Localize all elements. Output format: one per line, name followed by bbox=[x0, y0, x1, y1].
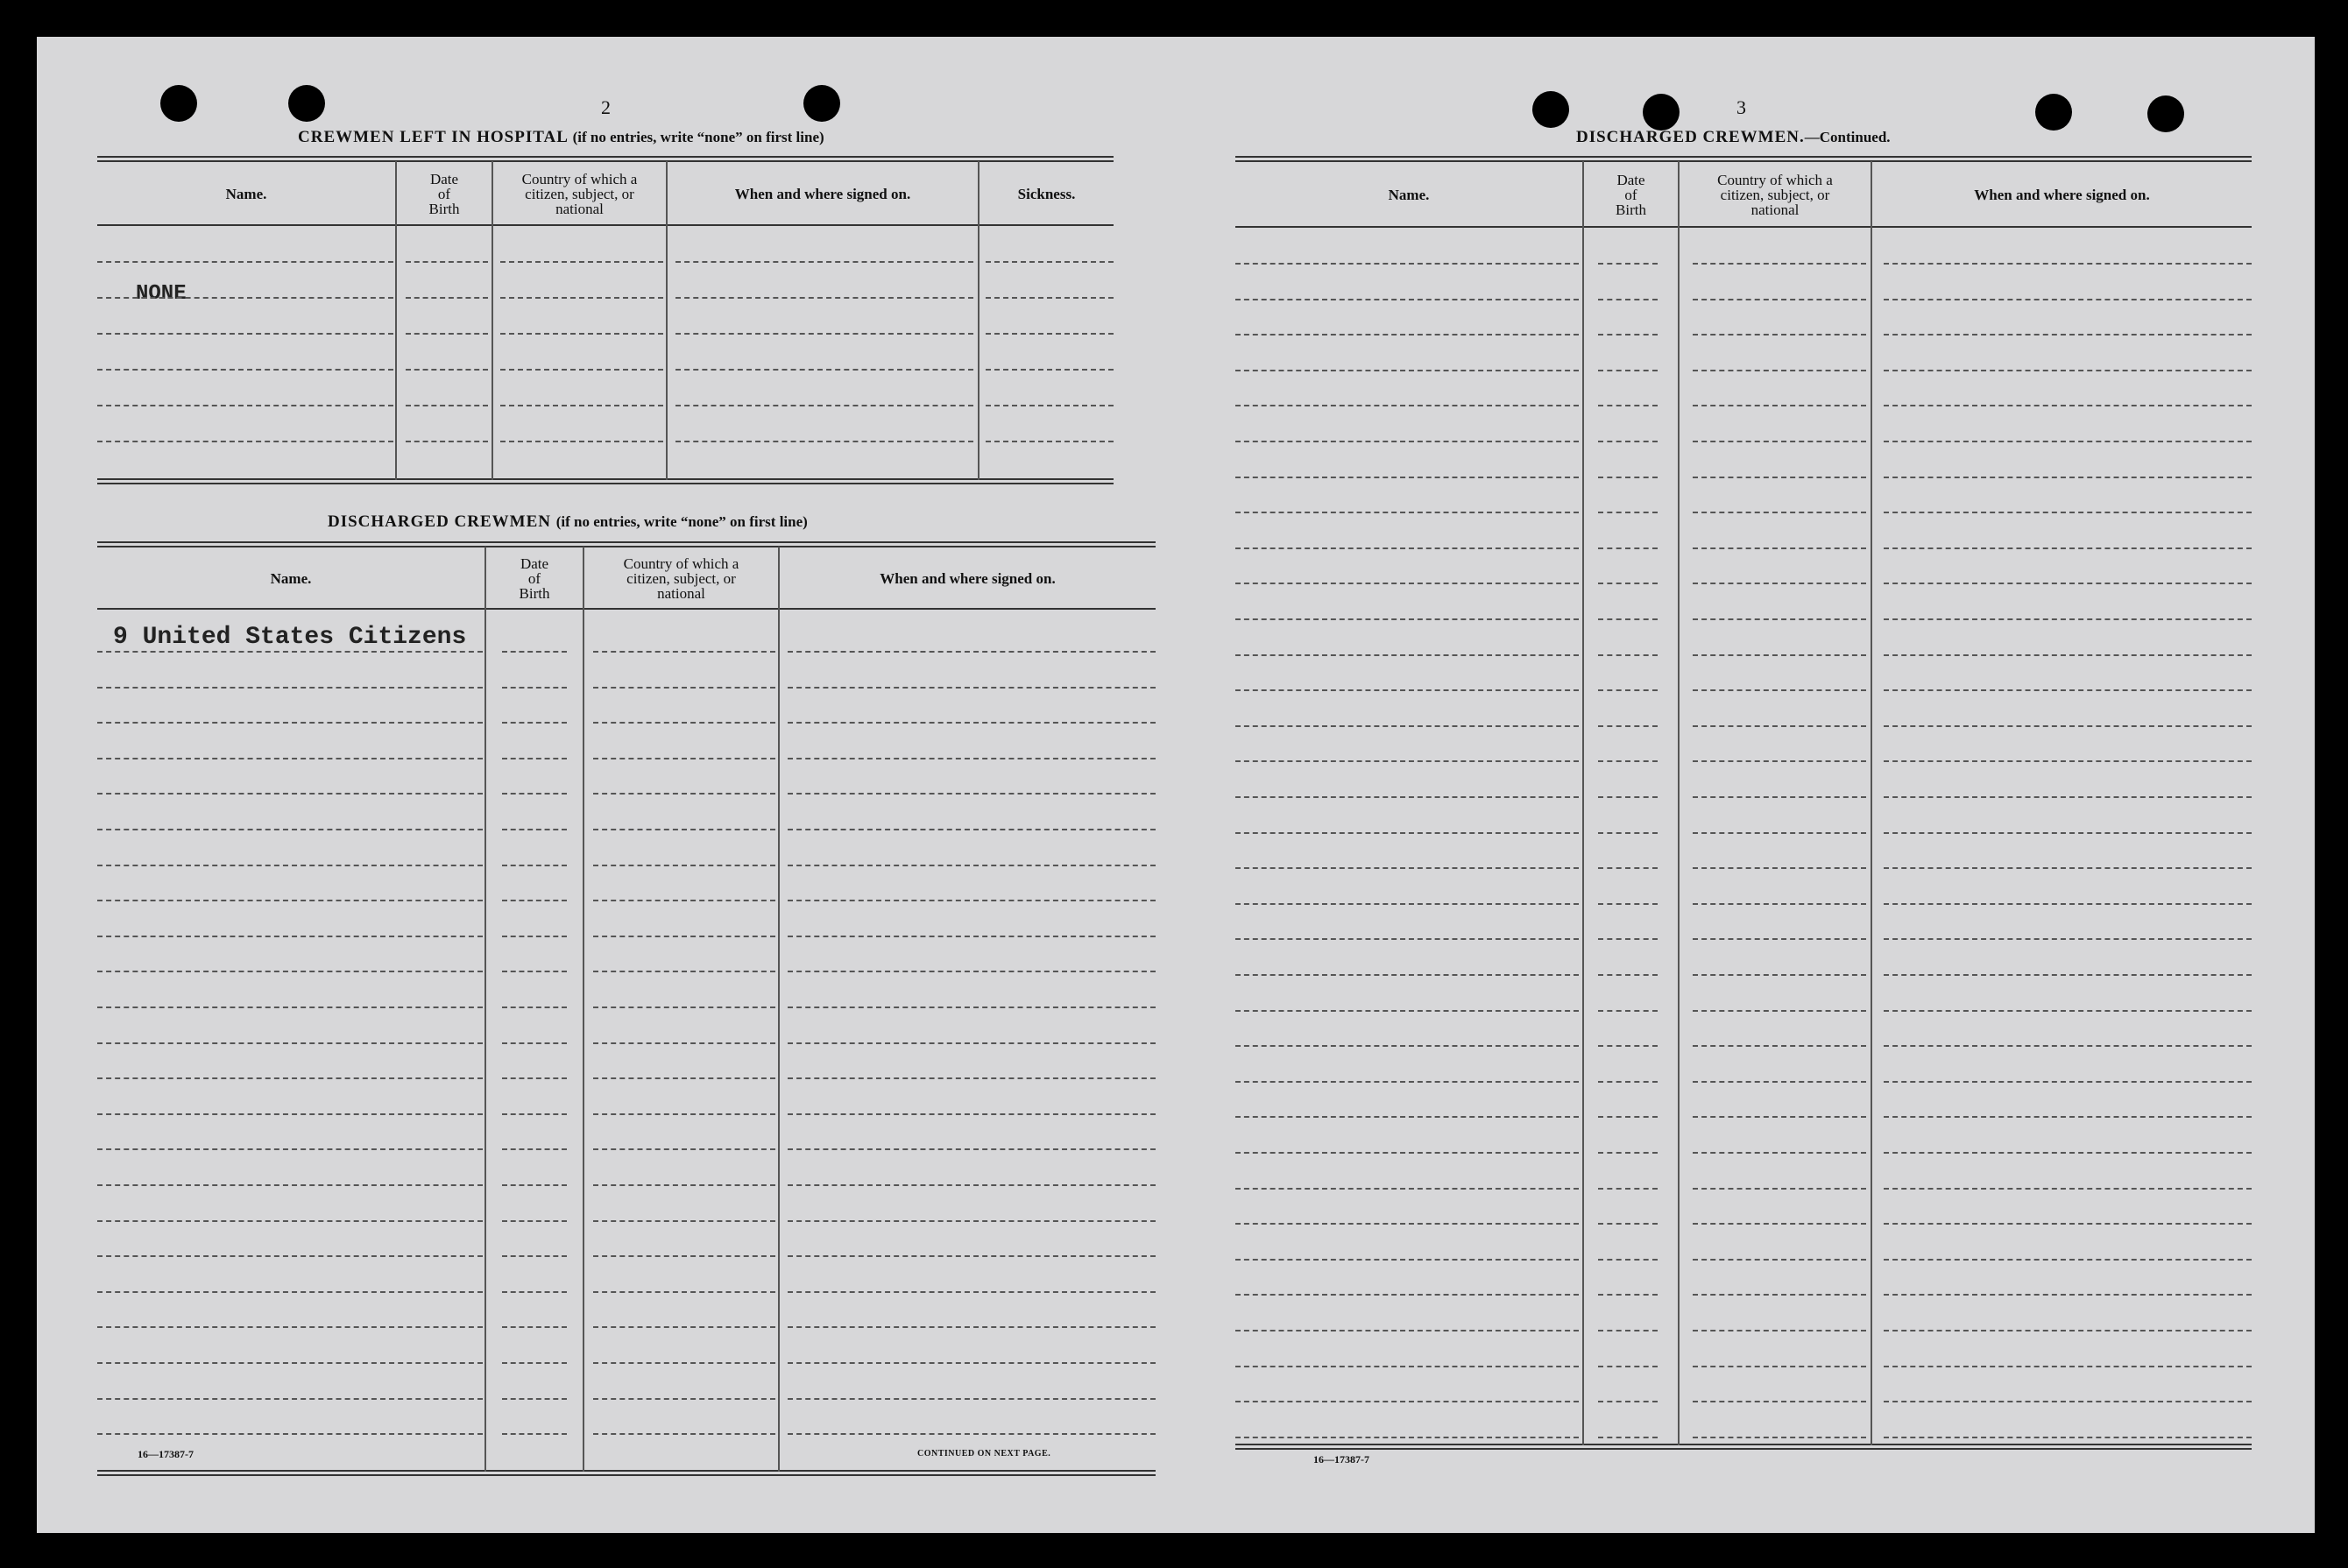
ruled-line bbox=[1235, 1116, 1579, 1118]
ruled-line bbox=[502, 758, 567, 759]
ruled-line bbox=[675, 369, 973, 371]
column-header-signed-on: When and where signed on. bbox=[734, 185, 911, 202]
ruled-line bbox=[593, 1220, 775, 1222]
ruled-line bbox=[502, 1148, 567, 1150]
ruled-line bbox=[1693, 299, 1866, 300]
ruled-line bbox=[788, 1077, 1156, 1079]
ruled-line bbox=[593, 1255, 775, 1257]
ruled-line bbox=[1884, 903, 2252, 905]
ruled-line bbox=[500, 333, 663, 335]
ruled-line bbox=[1693, 477, 1866, 478]
ruled-line bbox=[1693, 1010, 1866, 1012]
page-number: 3 bbox=[1736, 96, 1746, 118]
ruled-line bbox=[1598, 1081, 1658, 1083]
ruled-line bbox=[97, 865, 483, 866]
ruled-line bbox=[1693, 618, 1866, 620]
punch-hole bbox=[288, 85, 325, 122]
ruled-line bbox=[1884, 1081, 2252, 1083]
ruled-line bbox=[97, 405, 393, 406]
ruled-line bbox=[502, 829, 567, 830]
ruled-line bbox=[97, 1113, 483, 1115]
ruled-line bbox=[1235, 832, 1579, 834]
column-header-date-of-birth: Date of Birth bbox=[1616, 171, 1646, 218]
ruled-line bbox=[97, 829, 483, 830]
ruled-line bbox=[788, 1255, 1156, 1257]
ruled-line bbox=[1598, 974, 1658, 976]
ruled-line bbox=[1693, 1401, 1866, 1402]
ruled-line bbox=[1598, 370, 1658, 371]
ruled-line bbox=[1235, 689, 1579, 691]
ruled-line bbox=[97, 297, 393, 299]
ruled-line bbox=[1598, 334, 1658, 335]
ruled-line bbox=[675, 297, 973, 299]
ruled-line bbox=[1598, 938, 1658, 940]
ruled-line bbox=[1693, 1223, 1866, 1225]
ruled-line bbox=[97, 1433, 483, 1435]
ruled-line bbox=[1693, 405, 1866, 406]
column-header-name: Name. bbox=[1388, 186, 1430, 203]
ruled-line bbox=[1693, 1437, 1866, 1438]
ruled-line bbox=[1693, 903, 1866, 905]
ruled-line bbox=[1884, 1045, 2252, 1047]
ruled-line bbox=[675, 333, 973, 335]
ruled-line bbox=[1693, 1045, 1866, 1047]
ruled-line bbox=[1598, 1437, 1658, 1438]
ruled-line bbox=[1235, 299, 1579, 300]
ruled-line bbox=[1235, 725, 1579, 727]
ruled-line bbox=[502, 936, 567, 937]
ruled-line bbox=[1693, 796, 1866, 798]
form-number: 16—17387-7 bbox=[138, 1448, 194, 1460]
ruled-line bbox=[986, 441, 1114, 442]
ruled-line bbox=[500, 297, 663, 299]
ruled-line bbox=[1235, 974, 1579, 976]
ruled-line bbox=[502, 1326, 567, 1328]
ruled-line bbox=[1598, 760, 1658, 762]
ruled-line bbox=[986, 297, 1114, 299]
ruled-line bbox=[593, 1006, 775, 1008]
ruled-line bbox=[1235, 618, 1579, 620]
ruled-line bbox=[97, 1398, 483, 1400]
ruled-line bbox=[502, 687, 567, 689]
ruled-line bbox=[1884, 1116, 2252, 1118]
ruled-line bbox=[97, 687, 483, 689]
ruled-line bbox=[500, 441, 663, 442]
ruled-line bbox=[97, 1148, 483, 1150]
ruled-line bbox=[502, 1433, 567, 1435]
ruled-line bbox=[97, 1255, 483, 1257]
ruled-line bbox=[406, 261, 488, 263]
ruled-line bbox=[1884, 1259, 2252, 1261]
ruled-line bbox=[97, 971, 483, 972]
ruled-line bbox=[1693, 512, 1866, 513]
ruled-line bbox=[1598, 1401, 1658, 1402]
ruled-line bbox=[1235, 1330, 1579, 1331]
ruled-line bbox=[1693, 654, 1866, 656]
ruled-line bbox=[986, 369, 1114, 371]
ruled-line bbox=[1598, 583, 1658, 584]
ruled-line bbox=[675, 441, 973, 442]
ruled-line bbox=[1884, 725, 2252, 727]
ruled-line bbox=[406, 333, 488, 335]
ruled-line bbox=[1884, 1152, 2252, 1154]
column-header-name: Name. bbox=[270, 569, 312, 587]
ruled-line bbox=[502, 1291, 567, 1293]
discharged-table bbox=[97, 541, 1156, 1475]
column-header-signed-on: When and where signed on. bbox=[1974, 186, 2150, 203]
ruled-line bbox=[1884, 441, 2252, 442]
ruled-line bbox=[788, 1398, 1156, 1400]
ruled-line bbox=[1598, 441, 1658, 442]
punch-hole bbox=[2147, 95, 2184, 132]
ruled-line bbox=[1693, 583, 1866, 584]
ruled-line bbox=[675, 261, 973, 263]
ruled-line bbox=[1693, 1116, 1866, 1118]
ruled-line bbox=[1693, 441, 1866, 442]
ruled-line bbox=[986, 333, 1114, 335]
ruled-line bbox=[593, 936, 775, 937]
ruled-line bbox=[502, 1077, 567, 1079]
ruled-line bbox=[1884, 299, 2252, 300]
column-header-country: Country of which a citizen, subject, or national bbox=[521, 170, 638, 217]
ruled-line bbox=[97, 1220, 483, 1222]
ruled-line bbox=[788, 1113, 1156, 1115]
continued-note: CONTINUED ON NEXT PAGE. bbox=[917, 1449, 1051, 1459]
ruled-line bbox=[502, 793, 567, 795]
ruled-line bbox=[1693, 370, 1866, 371]
ruled-line bbox=[1884, 583, 2252, 584]
ruled-line bbox=[1693, 1188, 1866, 1190]
ruled-line bbox=[97, 1042, 483, 1044]
ruled-line bbox=[1693, 1366, 1866, 1367]
ruled-line bbox=[1693, 689, 1866, 691]
ruled-line bbox=[593, 1077, 775, 1079]
ruled-line bbox=[1884, 796, 2252, 798]
ruled-line bbox=[1235, 903, 1579, 905]
ruled-line bbox=[97, 758, 483, 759]
ruled-line bbox=[1235, 477, 1579, 478]
ruled-line bbox=[1598, 832, 1658, 834]
ruled-line bbox=[1598, 1188, 1658, 1190]
ruled-line bbox=[788, 758, 1156, 759]
ruled-line bbox=[1598, 1152, 1658, 1154]
ruled-line bbox=[1693, 263, 1866, 265]
column-header-date-of-birth: Date of Birth bbox=[519, 554, 550, 602]
ruled-line bbox=[1884, 938, 2252, 940]
ruled-line bbox=[788, 1326, 1156, 1328]
ruled-line bbox=[1884, 370, 2252, 371]
page-number: 2 bbox=[601, 96, 611, 118]
ruled-line bbox=[1235, 1010, 1579, 1012]
ruled-line bbox=[97, 369, 393, 371]
ruled-line bbox=[788, 900, 1156, 901]
ruled-line bbox=[1235, 1259, 1579, 1261]
ruled-line bbox=[97, 936, 483, 937]
ruled-line bbox=[97, 1326, 483, 1328]
ruled-line bbox=[1235, 938, 1579, 940]
ruled-line bbox=[1598, 547, 1658, 549]
ruled-line bbox=[593, 1148, 775, 1150]
ruled-line bbox=[593, 1362, 775, 1364]
ruled-line bbox=[502, 1220, 567, 1222]
punch-hole bbox=[160, 85, 197, 122]
ruled-line bbox=[788, 722, 1156, 724]
ruled-line bbox=[593, 1398, 775, 1400]
ruled-line bbox=[1884, 1294, 2252, 1296]
ruled-line bbox=[1235, 263, 1579, 265]
ruled-line bbox=[97, 1184, 483, 1186]
ruled-line bbox=[1693, 1330, 1866, 1331]
ruled-line bbox=[1235, 1294, 1579, 1296]
column-header-country: Country of which a citizen, subject, or national bbox=[1717, 171, 1833, 218]
ruled-line bbox=[1693, 334, 1866, 335]
ruled-line bbox=[1598, 1116, 1658, 1118]
ruled-line bbox=[1598, 903, 1658, 905]
ruled-line bbox=[1235, 1437, 1579, 1438]
ruled-line bbox=[1884, 832, 2252, 834]
ruled-line bbox=[1598, 1223, 1658, 1225]
ruled-line bbox=[1235, 547, 1579, 549]
ruled-line bbox=[593, 1113, 775, 1115]
ruled-line bbox=[1693, 938, 1866, 940]
section-title-discharged-continued bbox=[1576, 128, 1891, 147]
ruled-line bbox=[1235, 1223, 1579, 1225]
ruled-line bbox=[97, 900, 483, 901]
ruled-line bbox=[593, 793, 775, 795]
ruled-line bbox=[788, 971, 1156, 972]
ruled-line bbox=[502, 1255, 567, 1257]
ruled-line bbox=[1235, 441, 1579, 442]
ruled-line bbox=[593, 865, 775, 866]
ruled-line bbox=[97, 1291, 483, 1293]
ruled-line bbox=[502, 900, 567, 901]
ruled-line bbox=[1884, 512, 2252, 513]
ruled-line bbox=[1693, 1259, 1866, 1261]
ruled-line bbox=[1598, 512, 1658, 513]
ruled-line bbox=[1693, 1294, 1866, 1296]
ruled-line bbox=[500, 261, 663, 263]
ruled-line bbox=[406, 441, 488, 442]
column-header-name: Name. bbox=[225, 185, 267, 202]
ruled-line bbox=[502, 865, 567, 866]
ruled-line bbox=[593, 1291, 775, 1293]
hospital-table bbox=[97, 156, 1114, 484]
ruled-line bbox=[1598, 405, 1658, 406]
ruled-line bbox=[788, 1148, 1156, 1150]
ruled-line bbox=[1884, 760, 2252, 762]
ruled-line bbox=[788, 1042, 1156, 1044]
ruled-line bbox=[1693, 725, 1866, 727]
ruled-line bbox=[788, 1291, 1156, 1293]
ruled-line bbox=[1598, 1366, 1658, 1367]
ruled-line bbox=[502, 1362, 567, 1364]
ruled-line bbox=[593, 687, 775, 689]
ruled-line bbox=[1235, 370, 1579, 371]
ruled-line bbox=[1693, 1152, 1866, 1154]
ruled-line bbox=[1235, 583, 1579, 584]
section-title-hospital bbox=[298, 128, 824, 147]
ruled-line bbox=[97, 722, 483, 724]
ruled-line bbox=[1598, 725, 1658, 727]
ruled-line bbox=[788, 1006, 1156, 1008]
ruled-line bbox=[97, 441, 393, 442]
ruled-line bbox=[1598, 1294, 1658, 1296]
ruled-line bbox=[406, 297, 488, 299]
hospital-entry-none: NONE bbox=[136, 282, 187, 306]
punch-hole bbox=[803, 85, 840, 122]
ruled-line bbox=[1598, 1010, 1658, 1012]
ruled-line bbox=[1235, 760, 1579, 762]
ruled-line bbox=[502, 1398, 567, 1400]
column-header-sickness: Sickness. bbox=[1017, 185, 1076, 202]
ruled-line bbox=[500, 405, 663, 406]
discharged-instruction: (if no entries, write “none” on first line) bbox=[555, 513, 808, 530]
continued-suffix: —Continued. bbox=[1804, 129, 1891, 145]
ruled-line bbox=[593, 1326, 775, 1328]
ruled-line bbox=[593, 900, 775, 901]
ruled-line bbox=[593, 1433, 775, 1435]
ruled-line bbox=[500, 369, 663, 371]
hospital-title-text: CREWMEN LEFT IN HOSPITAL bbox=[298, 128, 568, 146]
ruled-line bbox=[1235, 405, 1579, 406]
ruled-line bbox=[1693, 974, 1866, 976]
ruled-line bbox=[593, 722, 775, 724]
column-header-country: Country of which a citizen, subject, or national bbox=[623, 554, 739, 602]
ruled-line bbox=[788, 1220, 1156, 1222]
ruled-line bbox=[1884, 1223, 2252, 1225]
ruled-line bbox=[788, 1362, 1156, 1364]
hospital-instruction: (if no entries, write “none” on first line) bbox=[572, 129, 824, 145]
ruled-line bbox=[1884, 1010, 2252, 1012]
ruled-line bbox=[1598, 299, 1658, 300]
ruled-line bbox=[1884, 1330, 2252, 1331]
ruled-line bbox=[1235, 1045, 1579, 1047]
ruled-line bbox=[1884, 1188, 2252, 1190]
ruled-line bbox=[1884, 1437, 2252, 1438]
discharged-entry: 9 United States Citizens bbox=[113, 624, 467, 651]
ruled-line bbox=[1884, 547, 2252, 549]
ruled-line bbox=[97, 1077, 483, 1079]
ruled-line bbox=[1884, 334, 2252, 335]
ruled-line bbox=[1235, 867, 1579, 869]
ruled-line bbox=[502, 651, 567, 653]
column-header-signed-on: When and where signed on. bbox=[880, 569, 1056, 587]
ruled-line bbox=[1693, 547, 1866, 549]
ruled-line bbox=[1598, 867, 1658, 869]
ruled-line bbox=[593, 651, 775, 653]
ruled-line bbox=[1598, 1045, 1658, 1047]
ruled-line bbox=[1598, 796, 1658, 798]
ruled-line bbox=[1884, 618, 2252, 620]
ruled-line bbox=[593, 829, 775, 830]
ruled-line bbox=[1884, 689, 2252, 691]
ruled-line bbox=[1693, 832, 1866, 834]
ruled-line bbox=[97, 333, 393, 335]
ruled-line bbox=[502, 1042, 567, 1044]
ruled-line bbox=[1884, 477, 2252, 478]
ruled-line bbox=[1693, 760, 1866, 762]
ruled-line bbox=[1598, 1330, 1658, 1331]
ruled-line bbox=[788, 793, 1156, 795]
punch-hole bbox=[2035, 94, 2072, 131]
ruled-line bbox=[1598, 689, 1658, 691]
ruled-line bbox=[1884, 974, 2252, 976]
ruled-line bbox=[1598, 654, 1658, 656]
discharged-continued-table bbox=[1235, 156, 2252, 1450]
ruled-line bbox=[1884, 867, 2252, 869]
ruled-line bbox=[502, 1113, 567, 1115]
ruled-line bbox=[97, 793, 483, 795]
ruled-line bbox=[97, 1006, 483, 1008]
ruled-line bbox=[788, 865, 1156, 866]
ruled-line bbox=[1598, 1259, 1658, 1261]
ruled-line bbox=[1235, 1366, 1579, 1367]
ruled-line bbox=[788, 1433, 1156, 1435]
ruled-line bbox=[1235, 1152, 1579, 1154]
ruled-line bbox=[1884, 1401, 2252, 1402]
ruled-line bbox=[406, 369, 488, 371]
ruled-line bbox=[1235, 512, 1579, 513]
ruled-line bbox=[788, 651, 1156, 653]
ruled-line bbox=[97, 261, 393, 263]
ruled-line bbox=[502, 1006, 567, 1008]
ruled-line bbox=[1235, 654, 1579, 656]
ruled-line bbox=[97, 1362, 483, 1364]
ruled-line bbox=[1884, 654, 2252, 656]
ruled-line bbox=[502, 722, 567, 724]
ruled-line bbox=[406, 405, 488, 406]
ruled-line bbox=[502, 971, 567, 972]
punch-hole bbox=[1643, 94, 1680, 131]
discharged-title-text: DISCHARGED CREWMEN bbox=[328, 512, 551, 531]
ruled-line bbox=[675, 405, 973, 406]
ruled-line bbox=[593, 971, 775, 972]
ruled-line bbox=[986, 261, 1114, 263]
ruled-line bbox=[1235, 796, 1579, 798]
ruled-line bbox=[593, 758, 775, 759]
ruled-line bbox=[1693, 867, 1866, 869]
ruled-line bbox=[1598, 477, 1658, 478]
discharged-continued-title: DISCHARGED CREWMEN. bbox=[1576, 128, 1805, 146]
ruled-line bbox=[1884, 263, 2252, 265]
column-header-date-of-birth: Date of Birth bbox=[428, 170, 460, 217]
form-number: 16—17387-7 bbox=[1313, 1453, 1369, 1466]
ruled-line bbox=[986, 405, 1114, 406]
ruled-line bbox=[1235, 1401, 1579, 1402]
document-sheet bbox=[37, 37, 2315, 1533]
punch-hole bbox=[1532, 91, 1569, 128]
ruled-line bbox=[593, 1184, 775, 1186]
ruled-line bbox=[1598, 263, 1658, 265]
ruled-line bbox=[502, 1184, 567, 1186]
ruled-line bbox=[1693, 1081, 1866, 1083]
ruled-line bbox=[788, 687, 1156, 689]
ruled-line bbox=[1598, 618, 1658, 620]
ruled-line bbox=[788, 829, 1156, 830]
ruled-line bbox=[1884, 405, 2252, 406]
ruled-line bbox=[1235, 1081, 1579, 1083]
ruled-line bbox=[1884, 1366, 2252, 1367]
ruled-line bbox=[1235, 1188, 1579, 1190]
section-title-discharged bbox=[328, 512, 808, 532]
ruled-line bbox=[97, 651, 483, 653]
ruled-line bbox=[788, 936, 1156, 937]
ruled-line bbox=[593, 1042, 775, 1044]
ruled-line bbox=[1235, 334, 1579, 335]
ruled-line bbox=[788, 1184, 1156, 1186]
